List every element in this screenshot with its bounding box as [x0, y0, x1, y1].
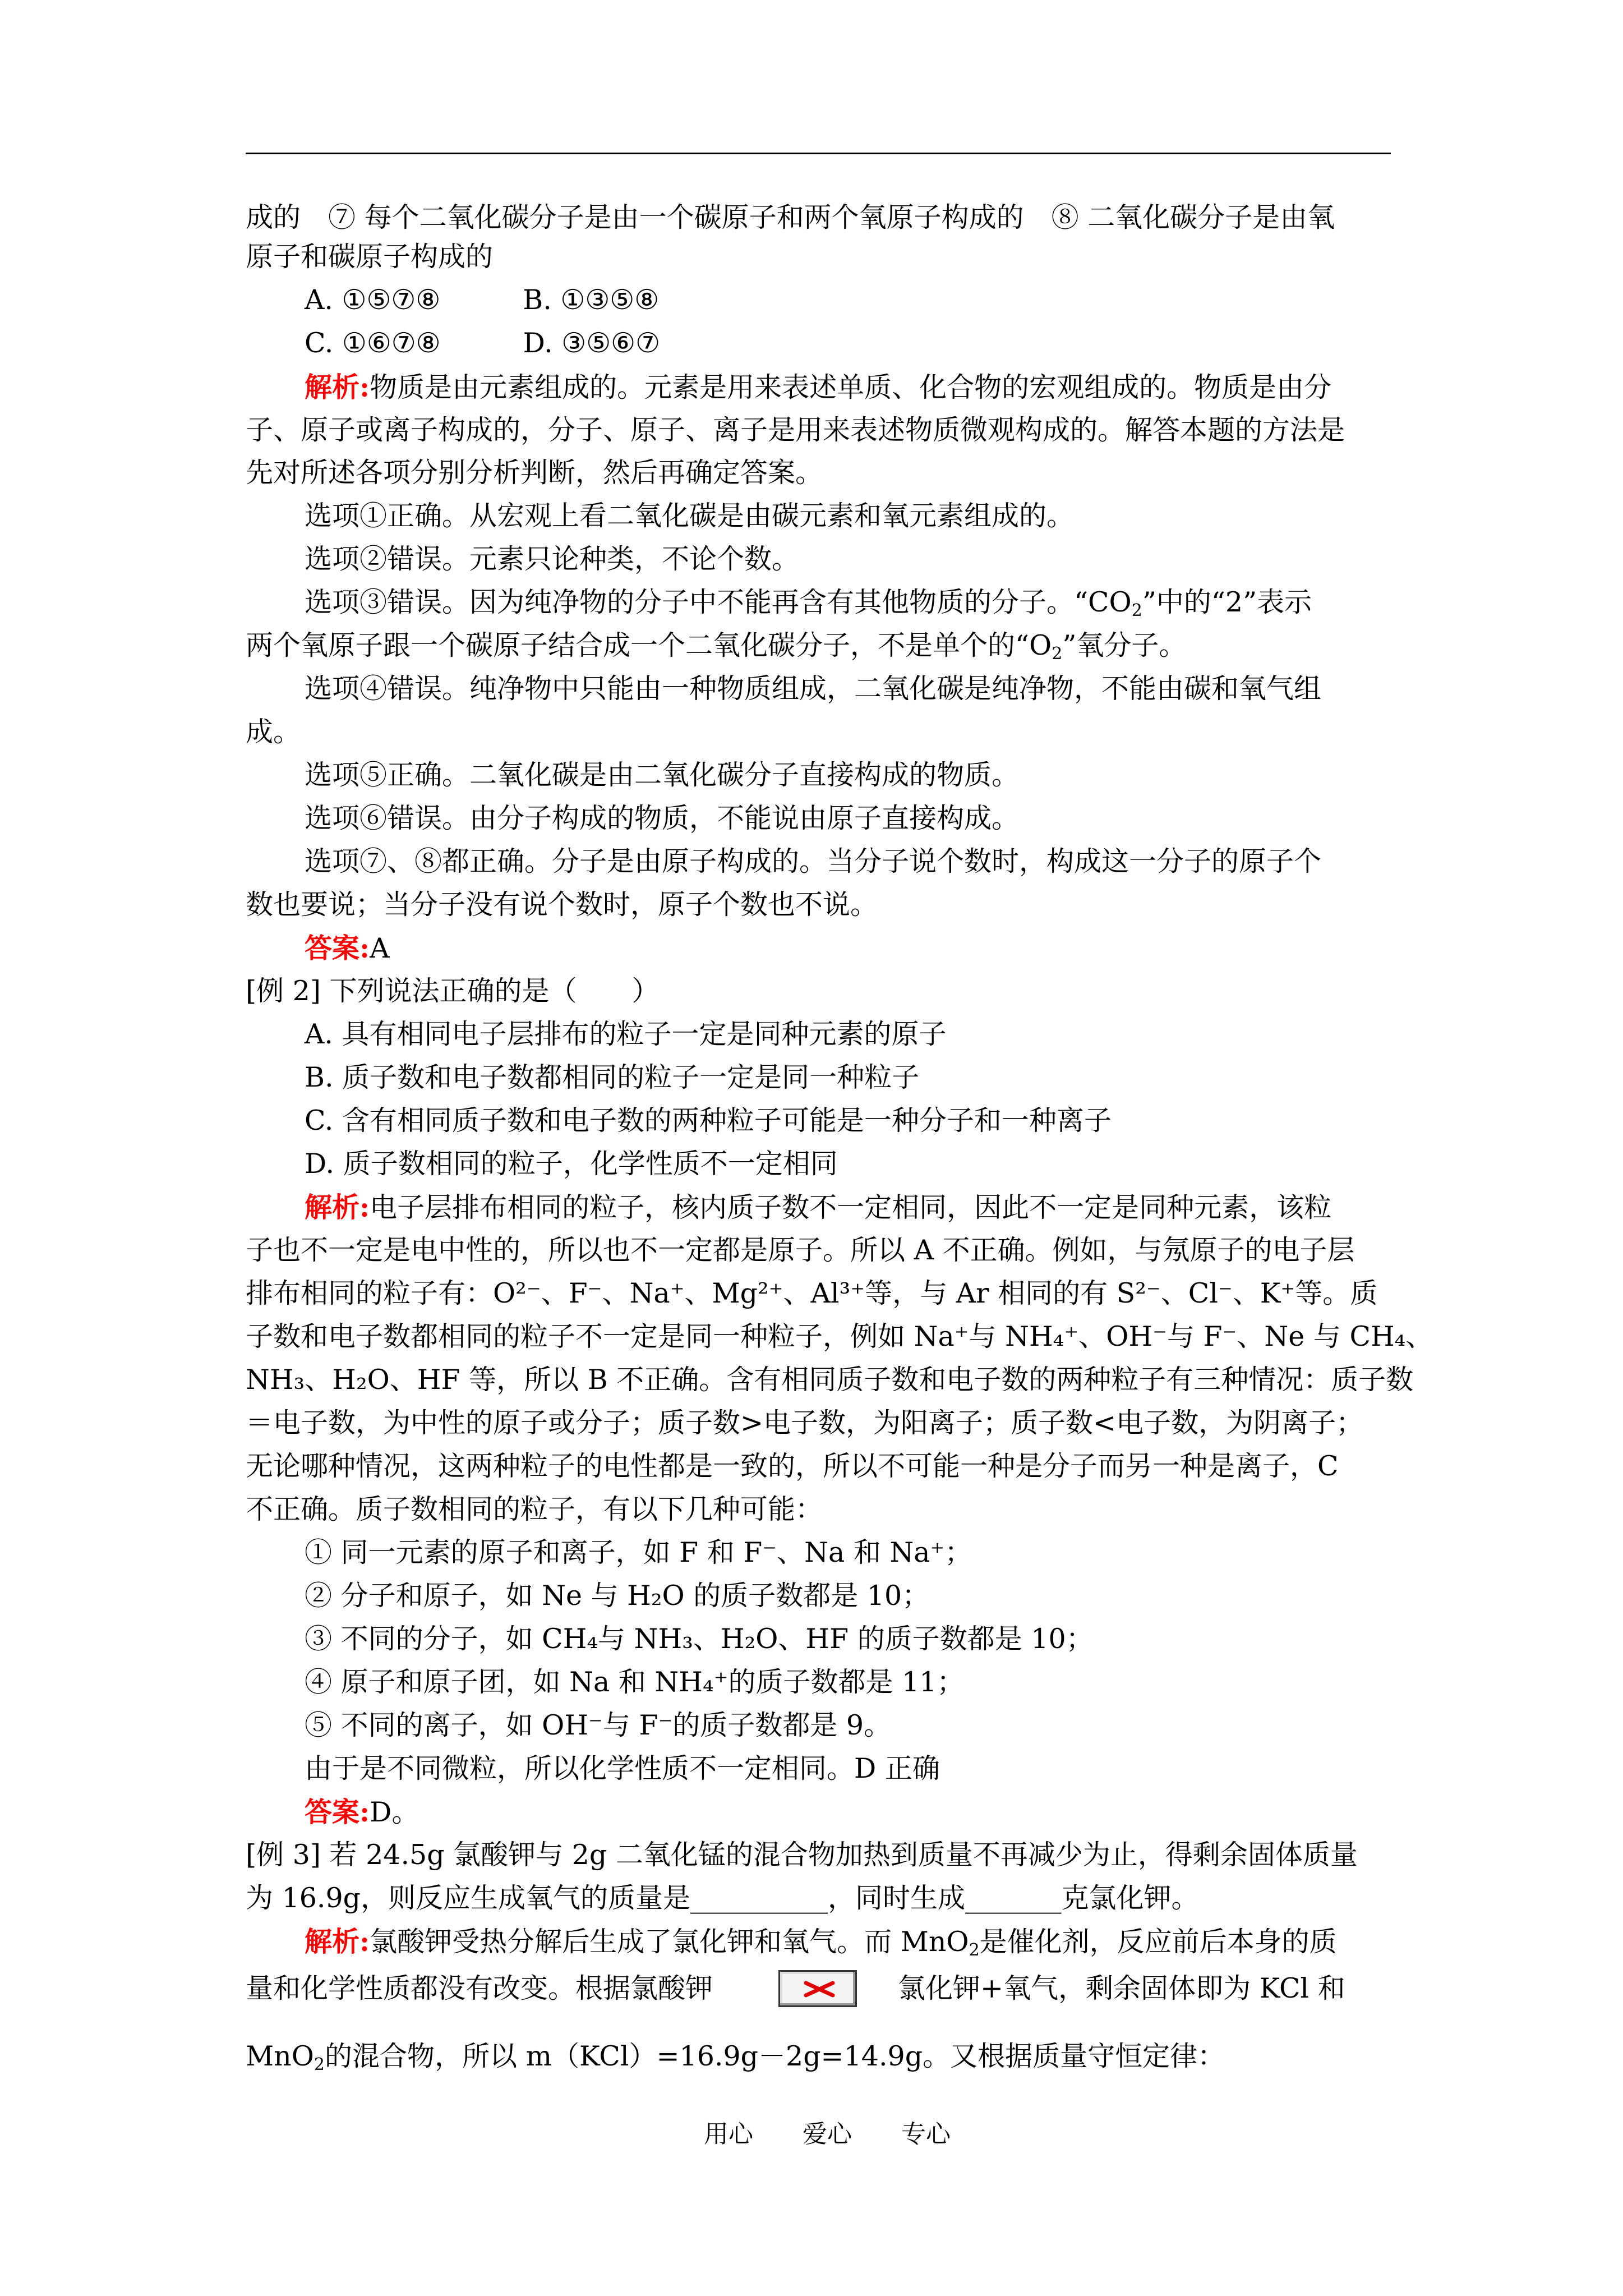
text-line: 量和化学性质都没有改变。根据氯酸钾 氯化钾+氧气，剩余固体即为 KCl 和 [246, 1972, 1345, 2004]
text-line: 选项④错误。纯净物中只能由一种物质组成，二氧化碳是纯净物，不能由碳和氧气组 [305, 673, 1322, 705]
text-line: 先对所述各项分别分析判断，然后再确定答案。 [246, 457, 823, 489]
option-line: D. 质子数相同的粒子，化学性质不一定相同 [305, 1148, 838, 1180]
text-line: 选项⑤正确。二氧化碳是由二氧化碳分子直接构成的物质。 [305, 759, 1020, 791]
text-line: 排布相同的粒子有：O²⁻、F⁻、Na⁺、Mg²⁺、Al³⁺等，与 Ar 相同的有 S²⁻、Cl⁻、K⁺等。质 [246, 1277, 1378, 1309]
option-line: C. ①⑥⑦⑧ D. ③⑤⑥⑦ [305, 327, 661, 359]
text-line: 选项⑦、⑧都正确。分子是由原子构成的。当分子说个数时，构成这一分子的原子个 [305, 845, 1322, 877]
answer-label: 答案: [305, 932, 370, 964]
text-line: 子数和电子数都相同的粒子不一定是同一种粒子，例如 Na⁺与 NH₄⁺、OH⁻与 F⁻、Ne 与 CH₄、 [246, 1320, 1433, 1352]
answer-line: 答案:A [305, 932, 390, 964]
analysis-line: 解析:物质是由元素组成的。元素是用来表述单质、化合物的宏观组成的。物质是由分 [305, 371, 1332, 403]
text-line: 子也不一定是电中性的，所以也不一定都是原子。所以 A 不正确。例如，与氖原子的电子层 [246, 1234, 1355, 1266]
option-line: A. 具有相同电子层排布的粒子一定是同种元素的原子 [305, 1018, 947, 1050]
text-line: 选项①正确。从宏观上看二氧化碳是由碳元素和氧元素组成的。 [305, 500, 1075, 532]
list-item: ⑤ 不同的离子，如 OH⁻与 F⁻的质子数都是 9。 [305, 1709, 892, 1741]
text-line: 成。 [246, 716, 301, 748]
text-line: NH₃、H₂O、HF 等，所以 B 不正确。含有相同质子数和电子数的两种粒子有三种情况：质子数 [246, 1364, 1414, 1396]
option-line: B. 质子数和电子数都相同的粒子一定是同一种粒子 [305, 1061, 920, 1093]
question-line: [例 3] 若 24.5g 氯酸钾与 2g 二氧化锰的混合物加热到质量不再减少为止，得剩余固体质量 [246, 1839, 1358, 1871]
broken-image-icon [778, 1970, 857, 2007]
text-line: 原子和碳原子构成的 [246, 241, 494, 273]
text-line: 选项②错误。元素只论种类，不论个数。 [305, 543, 800, 575]
text-line: 两个氧原子跟一个碳原子结合成一个二氧化碳分子，不是单个的“$O_2$”氧分子。 [246, 629, 1187, 664]
analysis-line: 解析:电子层排布相同的粒子，核内质子数不一定相同，因此不一定是同种元素，该粒 [305, 1191, 1332, 1223]
text-line: 为 16.9g，则反应生成氧气的质量是__________，同时生成_______克氯化钾。 [246, 1882, 1199, 1914]
analysis-line: 解析:氯酸钾受热分解后生成了氯化钾和氧气。而 MnO$_2$是催化剂，反应前后本身的质 [305, 1925, 1337, 1960]
question-line: [例 2] 下列说法正确的是（ ） [246, 975, 660, 1007]
header-rule [246, 153, 1391, 154]
list-item: ③ 不同的分子，如 CH₄与 NH₃、H₂O、HF 的质子数都是 10； [305, 1623, 1094, 1655]
option-line: C. 含有相同质子数和电子数的两种粒子可能是一种分子和一种离子 [305, 1105, 1112, 1137]
text-line: 子、原子或离子构成的，分子、原子、离子是用来表述物质微观构成的。解答本题的方法是 [246, 414, 1345, 446]
option-line: A. ①⑤⑦⑧ B. ①③⑤⑧ [305, 284, 660, 316]
answer-line: 答案:D。 [305, 1796, 419, 1828]
text-line: MnO$_2$的混合物，所以 m（KCl）=16.9g－2g=14.9g。又根据质量守恒定律： [246, 2040, 1225, 2074]
list-item: ② 分子和原子，如 Ne 与 H₂O 的质子数都是 10； [305, 1580, 930, 1612]
text-line: 选项⑥错误。由分子构成的物质，不能说由原子直接构成。 [305, 802, 1020, 834]
list-item: ④ 原子和原子团，如 Na 和 NH₄⁺的质子数都是 11； [305, 1666, 965, 1698]
answer-label: 答案: [305, 1796, 370, 1828]
text-line: ＝电子数，为中性的原子或分子；质子数>电子数，为阳离子；质子数<电子数，为阴离子； [246, 1407, 1364, 1439]
text-line: 无论哪种情况，这两种粒子的电性都是一致的，所以不可能一种是分子而另一种是离子，C [246, 1450, 1339, 1482]
text-line: 不正确。质子数相同的粒子，有以下几种可能： [246, 1493, 823, 1525]
text-line: 由于是不同微粒，所以化学性质不一定相同。D 正确 [305, 1752, 940, 1784]
page-footer: 用心 爱心 专心 [704, 2120, 951, 2148]
text-line: 成的 ⑦ 每个二氧化碳分子是由一个碳原子和两个氧原子构成的 ⑧ 二氧化碳分子是由氧 [246, 201, 1335, 233]
analysis-label: 解析: [305, 1925, 370, 1958]
list-item: ① 同一元素的原子和离子，如 F 和 F⁻、Na 和 Na⁺； [305, 1536, 972, 1568]
analysis-label: 解析: [305, 1191, 370, 1223]
text-line: 数也要说；当分子没有说个数时，原子个数也不说。 [246, 889, 878, 921]
analysis-label: 解析: [305, 371, 370, 403]
text-line: 选项③错误。因为纯净物的分子中不能再含有其他物质的分子。“$CO_2$”中的“2”表示 [305, 586, 1312, 620]
